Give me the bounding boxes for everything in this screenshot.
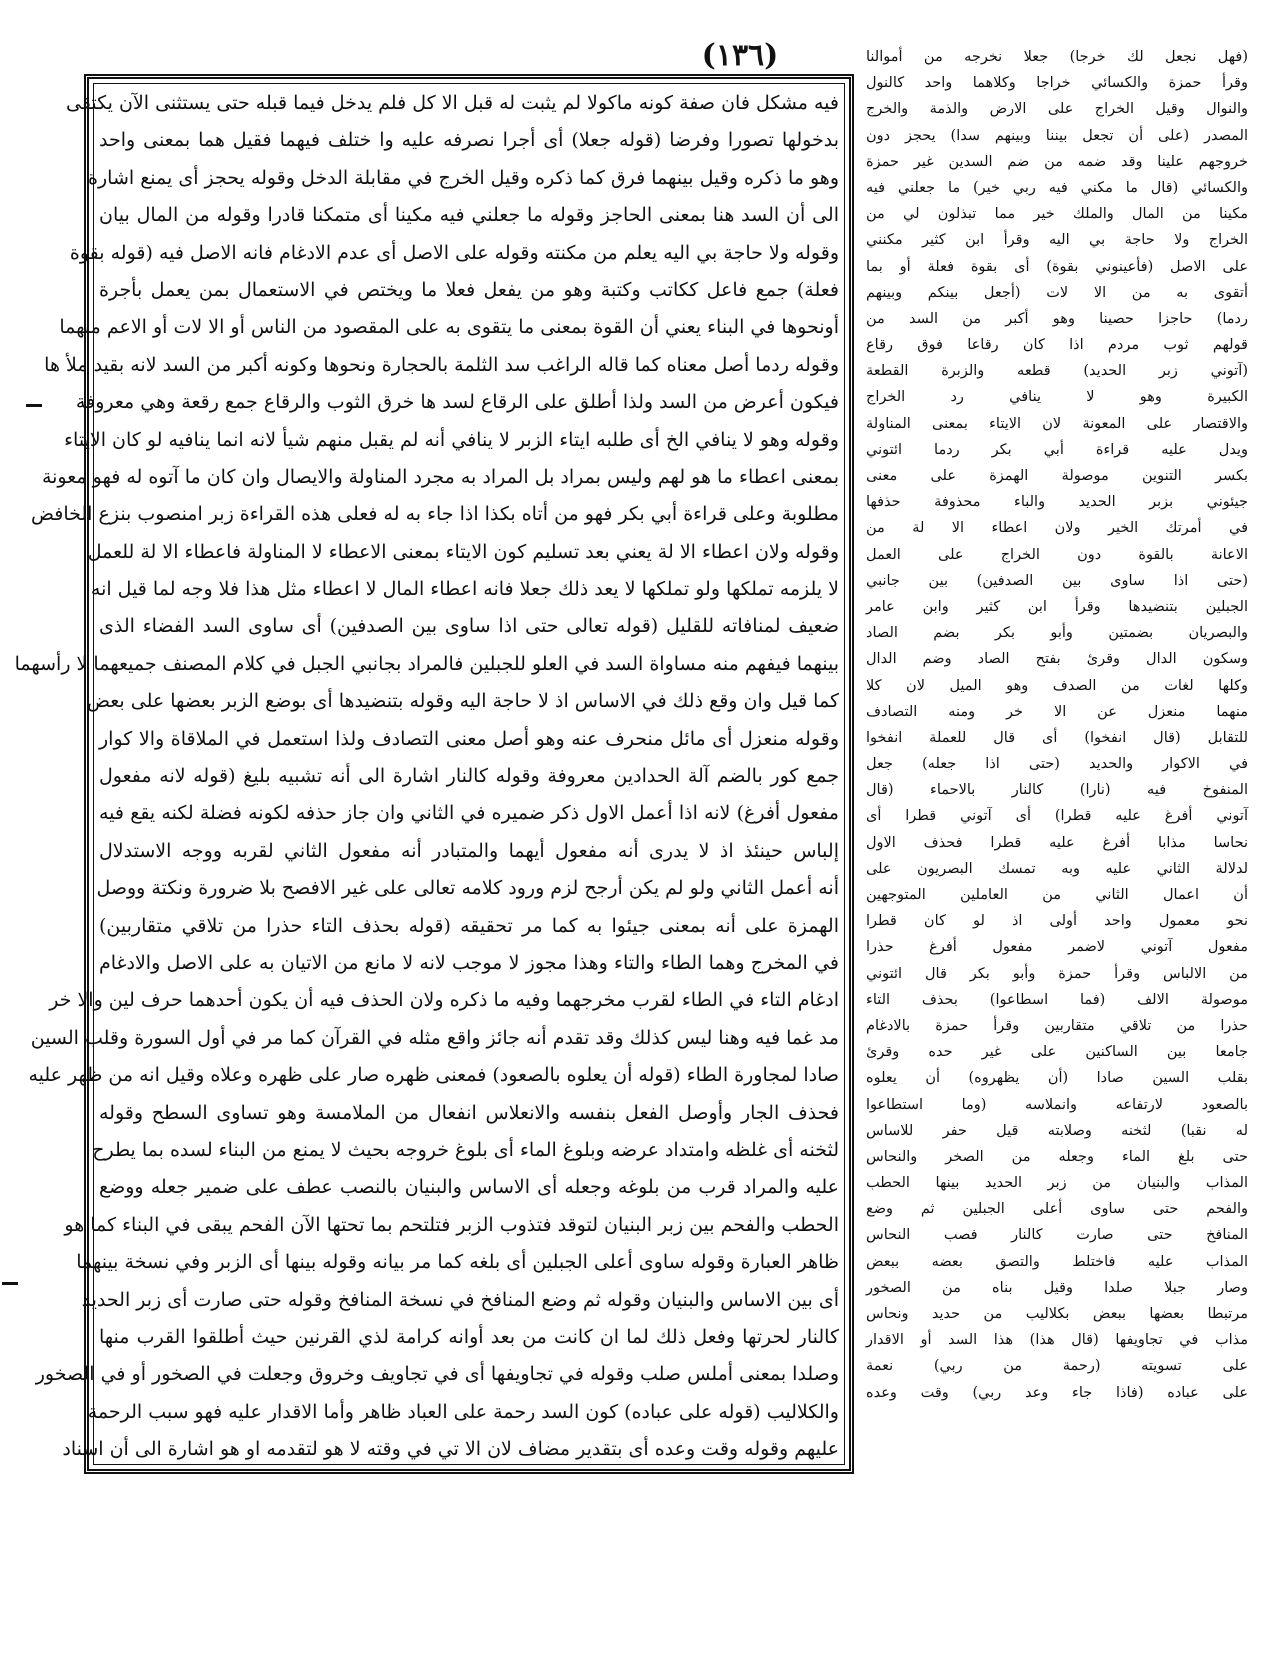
margin-line: نحاسا مذابا أفرغ عليه قطرا فحذف الاول [866,834,1248,851]
commentary-line: وقوله ولان اعطاء الا لة يعني بعد تسليم كون الايتاء بمعنى الاعطاء لا المناولة فاعطاء الا لة للعمل [87,540,839,563]
margin-line: أتقوى به من الا لات (أجعل بينكم وبينهم [866,284,1248,301]
margin-line: ردما) حاجزا حصينا وهو أكبر من السد من [866,310,1248,327]
margin-line: (آتوني زبر الحديد) قطعه والزبرة القطعة [866,363,1248,380]
margin-line: للتقابل (قال انفخوا) أى قال للعملة انفخوا [866,729,1248,746]
commentary-line: ظاهر العبارة وقوله ساوى أعلى الجبلين أى بلغه كما مر بيانه وقوله بينها أى الزبر وفي نسخة بينهما [76,1251,839,1274]
commentary-line: وقوله وهو لا ينافي الخ أى طلبه ايتاء الزبر لا ينافي أنه لم يقبل منهم شيأ لانه انما ينافيه لو كان الايتاء [64,428,839,451]
commentary-line: مفعول أفرغ) لانه اذا أعمل الاول ذكر ضميره في الثاني وان جاز حذفه لكونه فضلة لكنه يقع فيه [99,802,839,825]
margin-line: والكسائي (قال ما مكني فيه ربي خير) ما جعلني فيه [866,179,1248,196]
margin-line: على عباده (فاذا جاء وعد ربي) وقت وعده [866,1384,1248,1401]
commentary-line: أى بين الاساس والبنيان وقوله ثم وضع المنافخ في نسخة المنافخ وقوله حتى صارت أى زبر الحديد [81,1288,839,1311]
commentary-line: الهمزة على أنه بمعنى جيئوا به كما مر تحقيقه (قوله بحذف التاء حذرا من تلاقي متقاربين) [99,914,839,937]
margin-line: والبصريان بضمتين وأبو بكر بضم الصاد [866,625,1248,642]
commentary-line: وقوله منعزل أى مائل منحرف عنه وهو أصل معنى التصادف ولذا استعمل في الملاقاة والا كوار [99,727,839,750]
commentary-line: كالنار لحرتها وفعل ذلك لما ان كانت من بعد أوانه كرامة لذي القرنين حيث أطلقوا القرب منها [99,1325,839,1348]
margin-line: جيئوني بزبر الحديد والباء محذوفة حذفها [866,494,1248,511]
margin-line: (حتى اذا ساوى بين الصدفين) بين جانبي [866,572,1248,589]
commentary-line: مطلوبة وعلى قراءة أبي بكر فهو من أتاه بكذا اذا جاء به له فعلى هذه القراءة زبر امنصوب بنزع الخافض [30,503,839,526]
commentary-line: إلباس حينئذ اذ لا يدرى أنه مفعول أيهما والمتبادر أنه مفعول الثاني لقربه ووجه الاستدلال [99,839,839,862]
main-commentary-text [14,85,839,1468]
commentary-line: عليه والمراد قرب من بلوغه وجعله أى الاساس والبنيان بالنصب عطف على ضمير جعله ووضع [99,1176,839,1199]
commentary-line: مد غما فيه وهنا ليس كذلك وقد تقدم أنه جائز واقع مثله في القرآن كما مر في أول السورة وقلب السين [30,1026,839,1049]
margin-line: والاقتصار على المعونة لان الايتاء بمعنى المناولة [866,415,1248,432]
commentary-line: وصلدا بمعنى أملس صلب وقوله في تجاويفها أى في تجاويف وخروق وجعلت في الصخور أو في الصخور [35,1363,839,1386]
commentary-line: عليهم وقوله وقت وعده أى بتقدير مضاف لان الا تي في وقته لا هو لتقدمه او هو اشارة الى أن اسناد [62,1438,839,1461]
commentary-line: ادغام التاء في الطاء لقرب مخرجهما وفيه ما ذكره ولان الحذف فيه أن يكون أحدهما حرف لين والا خر [49,989,839,1012]
commentary-line: الى أن السد هنا بمعنى الحاجز وقوله ما جعلني فيه مكينا أى متمكنا قادرا وقوله من المال بيان [99,204,839,227]
margin-line: حذرا من تلاقي متقاربين وقرأ حمزة بالادغام [866,1017,1248,1034]
margin-line: (فهل نجعل لك خرجا) جعلا نخرجه من أموالنا [866,49,1248,65]
margin-line: في الاكوار والحديد (حتى اذا جعله) جعل [866,756,1248,773]
margin-line: المصدر (على أن تجعل بيننا وبينهم سدا) يحجز دون [866,127,1248,144]
margin-line: على الاصل (فأعينوني بقوة) أى بقوة فعلة أو بما [866,258,1248,275]
commentary-line: وهو ما ذكره وقيل بينهما فرق كما ذكره وقيل الخرج في مقابلة الدخل وقوله يحجز أى يمنع اشارة [88,166,839,189]
margin-line: المنافخ حتى صارت كالنار فصب النحاس [866,1227,1248,1244]
commentary-line: بينهما فيفهم منه مساواة السد في العلو للجبلين فالمراد بجانبي الجبل في كلام المصنف جميعهما لا رأسهما [14,652,839,675]
margin-line: منهما منعزل عن الا خر ومنه التصادف [866,703,1248,720]
commentary-line: صادا لمجاورة الطاء (قوله أن يعلوه بالصعود) فمعنى ظهره صار على ظهره وعلاه وقيل انه من ظهر عليه [28,1064,839,1087]
commentary-line: أنه أعمل الثاني ولو لم يكن أرجح لزم ورود كلامه تعالى على غير الافصح بلا ضرورة ونكتة ووصل [96,877,839,900]
margin-line: لدلالة الثاني عليه وبه تمسك البصريون على [866,860,1248,877]
margin-line: على تسويته (رحمة من ربي) نعمة [866,1358,1248,1375]
margin-line: والفحم حتى ساوى أعلى الجبلين ثم وضع [866,1201,1248,1218]
margin-line: أن اعمال الثاني من العاملين المتوجهين [866,887,1248,903]
commentary-line: فحذف الجار وأوصل الفعل بنفسه والانعلاس انفعال من الملامسة وهو تساوى السطح وقوله [99,1101,839,1124]
margin-line: مكينا من المال والملك خير مما تبذلون لي من [866,206,1248,223]
margin-line: جامعا بين الساكنين على غير حده وقرئ [866,1044,1248,1061]
commentary-line: بمعنى اعطاء ما هو لهم وليس بمراد بل المراد به مجرد المناولة والايصال وان كان ما آتوه له فهو معونة [41,465,839,488]
margin-line: مذاب في تجاويفها (قال هذا) هذا السد أو الاقدار [866,1332,1248,1349]
margin-mark-top [26,404,42,407]
margin-line: وسكون الدال وقرئ بفتح الصاد وضم الدال [866,651,1248,668]
commentary-line: لثخنه أى غلظه وامتداد عرضه وبلوغ الماء أى بلوغ خروجه بحيث لا يمنع من البناء لسده بما يطرح [92,1138,839,1161]
margin-line: بالصعود لارتفاعه وانملاسه (وما استطاعوا [866,1096,1248,1113]
margin-line: الاعانة بالقوة دون الخراج على العمل [866,546,1248,563]
commentary-line: فيه مشكل فان صفة كونه ماكولا لم يثبت له قبل الا كل فلم يدخل فيما قبله حتى يستثنى الآن يكتفى [65,92,839,114]
commentary-line: الحطب والفحم بين زبر البنيان لتوقد فتذوب الزبر فتلتحم بما تحتها الآن الفحم يبقى في البناء كما هو [64,1213,839,1236]
margin-line: المذاب والبنيان من زبر الحديد بينها الحطب [866,1175,1248,1192]
margin-line: نحو معمول واحد أولى اذ لو كان قطرا [866,913,1248,930]
margin-line: خروجهم علينا وقد ضمه من ضم السدين غير حمزة [866,153,1248,170]
margin-line: حتى بلغ الماء وجعله من الصخر والنحاس [866,1148,1248,1165]
commentary-line: ضعيف لمنافاته للقليل (قوله تعالى حتى اذا ساوى بين الصدفين) أى ساوى السد الفضاء الذى [99,615,839,638]
commentary-line: وقوله ردما أصل معناه كما قاله الراغب سد الثلمة بالحجارة ونحوها وكونه أكبر من السد لانه بقيد ملأ ها [44,353,839,376]
margin-line: وصار جبلا صلدا وقيل بناه من الصخور [866,1279,1248,1296]
margin-mark-bottom [2,1282,18,1285]
commentary-line: بدخولها تصورا وفرضا (قوله جعلا) أى أجرا نصرفه عليه وا ختلف فيهما فقيل هما بمعنى واحد [99,129,839,152]
margin-line: وكلها لغات من الصدف وهو الميل لان كلا [866,677,1248,694]
margin-line: من الالباس وقرأ حمزة وأبو بكر قال ائتوني [866,965,1248,982]
margin-line: بقلب السين صادا (أن يظهروه) أن يعلوه [866,1070,1248,1087]
margin-line: قولهم ثوب مردم اذا كان رقاعا فوق رقاع [866,337,1248,354]
margin-line: بكسر التنوين موصولة الهمزة على معنى [866,468,1248,484]
commentary-line: جمع كور بالضم آلة الحدادين معروفة وقوله كالنار اشارة الى أنه تشبيه بليغ (قوله لانه مفعول [99,765,839,788]
margin-line: في أمرتك الخير ولان اعطاء الا لة من [866,520,1248,537]
margin-line: آتوني أفرغ عليه قطرا) أى آتوني قطرا أى [866,808,1249,825]
margin-line: المنفوخ فيه (نارا) كالنار بالاحماء (قال [866,782,1248,799]
margin-line: مفعول آتوني لاضمر مفعول أفرغ حذرا [866,939,1248,956]
commentary-line: كما قيل وان وقع ذلك في الاساس اذ لا حاجة اليه وقوله بتنضيدها أى بوضع الزبر بعضها على بعض [86,690,839,713]
margin-line: وقرأ حمزة والكسائي خراجا وكلاهما واحد كالنول [866,75,1248,92]
margin-line: الكبيرة وهو لا ينافي رد الخراج [866,389,1248,406]
main-commentary-frame [14,74,854,1474]
margin-line: الخراج ولا حاجة بي اليه وقرأ ابن كثير مكنني [866,232,1248,249]
margin-line: والنوال وقيل الخراج على الارض والذمة والخرج [866,101,1248,118]
commentary-line: لا يلزمه تملكها ولو تملكها لا يعد ذلك جعلا فانه اعطاء المال لا اعطاء مثل هذا فلا وجه لما قيل انه [90,578,839,601]
side-margin-column [866,44,1248,1406]
commentary-line: والكلاليب (قوله على عباده) كون السد رحمة على العباد ظاهر وأما الاقدار عليه فهو سبب الرحمة [87,1400,839,1423]
margin-line: ويدل عليه قراءة أبي بكر ردما ائتوني [866,441,1248,458]
margin-line: الجبلين بتنضيدها وقرأ ابن كثير وابن عامر [866,598,1248,615]
commentary-line: في المخرج وهما الطاء والتاء وهذا مجوز لا موجب لانه لا مانع من الاتيان به على الاصل والادغام [99,951,839,974]
margin-line: موصولة الالف (فما اسطاعوا) بحذف التاء [866,991,1248,1008]
page-number: (١٣٦) [701,38,779,73]
margin-line: مرتبطا بعضها ببعض بكلاليب من حديد ونحاس [866,1306,1248,1322]
commentary-line: فعلة) جمع فاعل ككاتب وكتبة وهو من يفعل فعلا ما ويختص في الاستعمال بمن يعمل بأجرة [99,278,839,301]
commentary-line: وقوله ولا حاجة بي اليه يعلم من مكنته وقوله على الاصل أى عدم الادغام فانه الاصل فيه (قوله بقوة [69,241,839,264]
commentary-line: فيكون أعرض من السد ولذا أطلق على الرقاع لسد ها خرق الثوب والرقاع جمع رقعة وهي معروفة [75,391,839,414]
margin-line: المذاب عليه فاختلط والتصق بعضه ببعض [866,1253,1248,1270]
margin-line: له نقبا) لثخنه وصلابته قيل حفر للاساس [866,1122,1248,1139]
commentary-line: أونحوها في البناء يعني أن القوة بمعنى ما يتقوى به على المقصود من الناس أو الا لات أو الاعم منهما [59,316,839,339]
